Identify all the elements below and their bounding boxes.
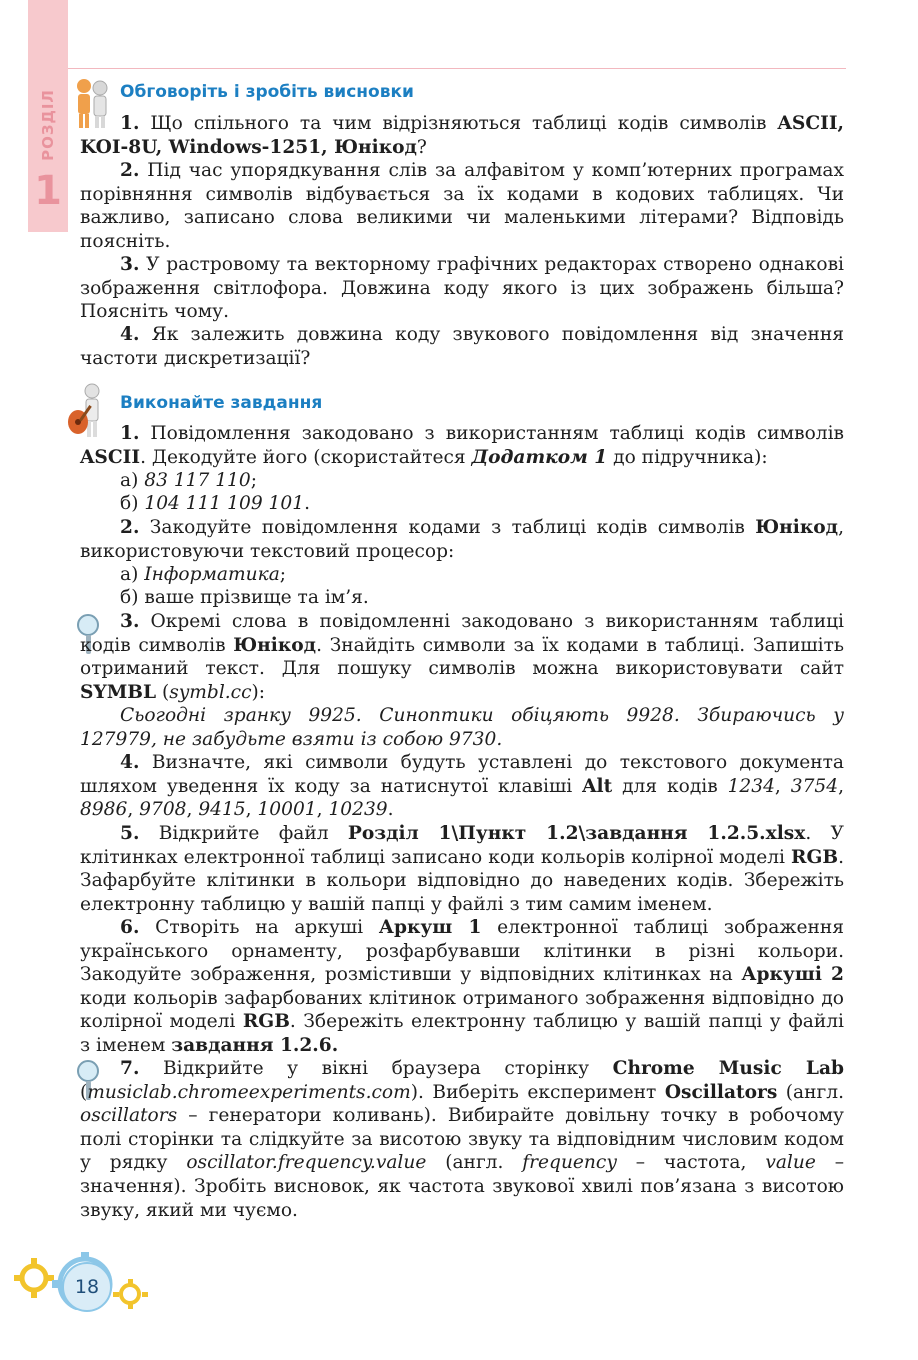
text-run: У растровому та векторному графічних редакторах створено однакові зображення світлофора. Довжина коду якого із цих зображень більша? Поясніть чому. (80, 254, 844, 323)
text-run: б) ваше прізвище та ім’я. (120, 587, 369, 608)
chapter-label: РОЗДІЛ (39, 89, 57, 161)
task-2-option-a (120, 563, 286, 587)
discuss-question-2 (80, 159, 844, 253)
item-number: 1. (120, 423, 140, 444)
task-5 (80, 822, 844, 916)
task-4 (80, 751, 844, 822)
section-heading-tasks: Виконайте завдання (120, 393, 323, 413)
text-run: 8986 (80, 799, 128, 821)
text-run: Додатком 1 (471, 446, 608, 468)
text-run: – частота, (616, 1152, 766, 1174)
text-run: ( (156, 681, 170, 703)
item-number: 2. (120, 160, 140, 181)
text-run: (англ. (777, 1081, 844, 1103)
text-run: . Декодуйте його (скористайтеся (140, 446, 472, 468)
text-run: б) (120, 493, 145, 514)
task-2-option-b (120, 586, 369, 610)
text-run: RGB (791, 846, 839, 868)
task-3 (80, 610, 844, 704)
text-run: ? (416, 136, 427, 158)
text-run: , (838, 775, 844, 797)
text-run: . Знайдіть символи за їх кодами в таблиці. Запишіть отриманий текст. Для пошуку символів можна використовувати сайт (80, 634, 844, 680)
text-run: Розділ 1\Пункт 1.2\завдання 1.2.5.xlsx (347, 823, 806, 844)
text-run: ; (279, 564, 287, 585)
text-run: . Зафарбуйте клітинки в кольори відповідно до наведених кодів. Збережіть електронну таблицю у вашій папці у файлі з тим самим іменем. (80, 846, 844, 915)
text-run: для кодів (612, 775, 728, 797)
text-run: Під час упорядкування слів за алфавітом у комп’ютерних програмах порівняння символів відбувається за їх кодами в кодових таблицях. Чи важливо, записано слова великими чи маленькими літерами? Відповідь поясніть. (80, 160, 844, 252)
task-1 (80, 422, 844, 469)
text-run: ). Виберіть експеримент (410, 1081, 665, 1103)
text-run: . У клітинках електронної таблиці записано коди кольорів колірної моделі (80, 823, 844, 868)
text-run: 3754 (790, 775, 839, 797)
text-run: Окремі слова в повідомленні закодовано з використанням таблиці кодів символів (80, 611, 844, 656)
top-divider (68, 68, 846, 69)
discuss-question-3 (80, 253, 844, 324)
task-6 (80, 916, 844, 1058)
text-run: електронної таблиці зображення українського орнаменту, розфарбувавши клітинки в різні кольори. Закодуйте зображення, розмістивши у відповідних клітинках на (80, 917, 844, 986)
text-run: а) (120, 564, 145, 585)
text-run: frequency (522, 1152, 617, 1174)
text-run: symbl.cc (169, 681, 252, 703)
text-run: 10239 (328, 799, 388, 821)
text-run: . (304, 493, 310, 514)
task-7 (80, 1057, 844, 1222)
text-run: , (316, 799, 329, 821)
text-run: Визначте, які символи будуть уставлені до текстового документа шляхом уведення їх коду за натиснутої клавіші (80, 752, 844, 797)
text-run: Створіть на аркуші (139, 917, 379, 938)
section-heading-discuss: Обговоріть і зробіть висновки (120, 82, 414, 102)
text-run: musiclab.chromeexperiments.com (87, 1081, 411, 1103)
chapter-number: 1 (34, 168, 62, 214)
text-run: до підручника): (607, 446, 768, 468)
text-run: SYMBL (80, 681, 157, 703)
item-number: 1. (120, 113, 140, 134)
text-run: Юнікод (755, 517, 839, 538)
text-run: 1234 (727, 775, 775, 797)
text-run: Alt (582, 775, 613, 797)
item-number: 3. (120, 611, 140, 632)
text-run: , (245, 799, 258, 821)
text-run: – генератори коливань). Вибирайте довільну точку в робочому полі сторінки та слідкуйте за висотою звуку та відповідним числовим кодом у рядку (80, 1105, 844, 1174)
text-run: 83 117 110 (144, 470, 251, 491)
text-run: завдання 1.2.6. (171, 1034, 339, 1056)
task-1-option-a (120, 469, 257, 493)
item-number: 6. (120, 917, 140, 938)
text-run: , (186, 799, 199, 821)
task-1-option-b (120, 492, 310, 516)
text-run: коди кольорів зафарбованих клітинок отриманого зображення відповідно до колірної моделі (80, 987, 844, 1033)
text-run: Аркуші 2 (741, 964, 844, 986)
text-run: , (127, 799, 140, 821)
text-run: Юнікод (233, 634, 317, 656)
text-run: ASCII (80, 446, 141, 468)
text-run: – значення). Зробіть висновок, як частота звукової хвилі пов’язана з висотою звуку, який ми чуємо. (80, 1152, 844, 1221)
text-run: а) (120, 470, 145, 491)
text-run: 104 111 109 101 (144, 493, 305, 514)
item-number: 4. (120, 324, 140, 345)
text-run: 9708 (139, 799, 187, 821)
task-3-encoded-message: Сьогодні зранку 9925. Синоптики обіцяють 9928. Збираючись у 127979, не забудьте взяти із собою 9730. (80, 705, 844, 750)
text-run: . (387, 799, 394, 821)
discuss-question-4 (80, 323, 844, 370)
text-run: Oscillators (664, 1081, 778, 1103)
text-run: Як залежить довжина коду звукового повідомлення від значення частоти дискретизації? (80, 324, 844, 369)
text-run: . Збережіть електронну таблицю у вашій папці у файлі з іменем (80, 1011, 844, 1056)
item-number: 2. (120, 517, 140, 538)
text-run: Закодуйте повідомлення кодами з таблиці кодів символів (139, 517, 756, 538)
text-run: ): (251, 681, 266, 703)
text-run: (англ. (426, 1152, 523, 1174)
text-run: Аркуш 1 (378, 917, 482, 938)
text-run: oscillators (80, 1105, 178, 1127)
item-number: 5. (120, 823, 140, 844)
text-run: , (774, 775, 791, 797)
item-number: 4. (120, 752, 140, 773)
discuss-question-1 (80, 112, 844, 159)
text-run: Chrome Music Lab (612, 1058, 844, 1079)
item-number: 7. (120, 1058, 140, 1079)
text-run: Інформатика (144, 564, 280, 585)
text-run: ( (80, 1081, 88, 1103)
page-number: 18 (62, 1262, 112, 1312)
text-run: ASCII, KOI-8U, Windows-1251, Юнікод (80, 113, 844, 158)
text-run: , використовуючи текстовий процесор: (80, 517, 844, 562)
item-number: 3. (120, 254, 140, 275)
text-run: Що спільного та чим відрізняються таблиці кодів символів (139, 113, 778, 134)
text-run: Відкрийте у вікні браузера сторінку (139, 1058, 613, 1079)
text-run: value (765, 1152, 816, 1174)
text-run: Повідомлення закодовано з використанням таблиці кодів символів (139, 423, 844, 444)
task-2 (80, 516, 844, 563)
text-run: RGB (242, 1011, 290, 1033)
text-run: Відкрийте файл (139, 823, 348, 844)
text-run: oscillator.frequency.value (186, 1152, 427, 1174)
text-run: ; (250, 470, 257, 491)
text-run: 9415 (198, 799, 246, 821)
text-run: 10001 (257, 799, 317, 821)
